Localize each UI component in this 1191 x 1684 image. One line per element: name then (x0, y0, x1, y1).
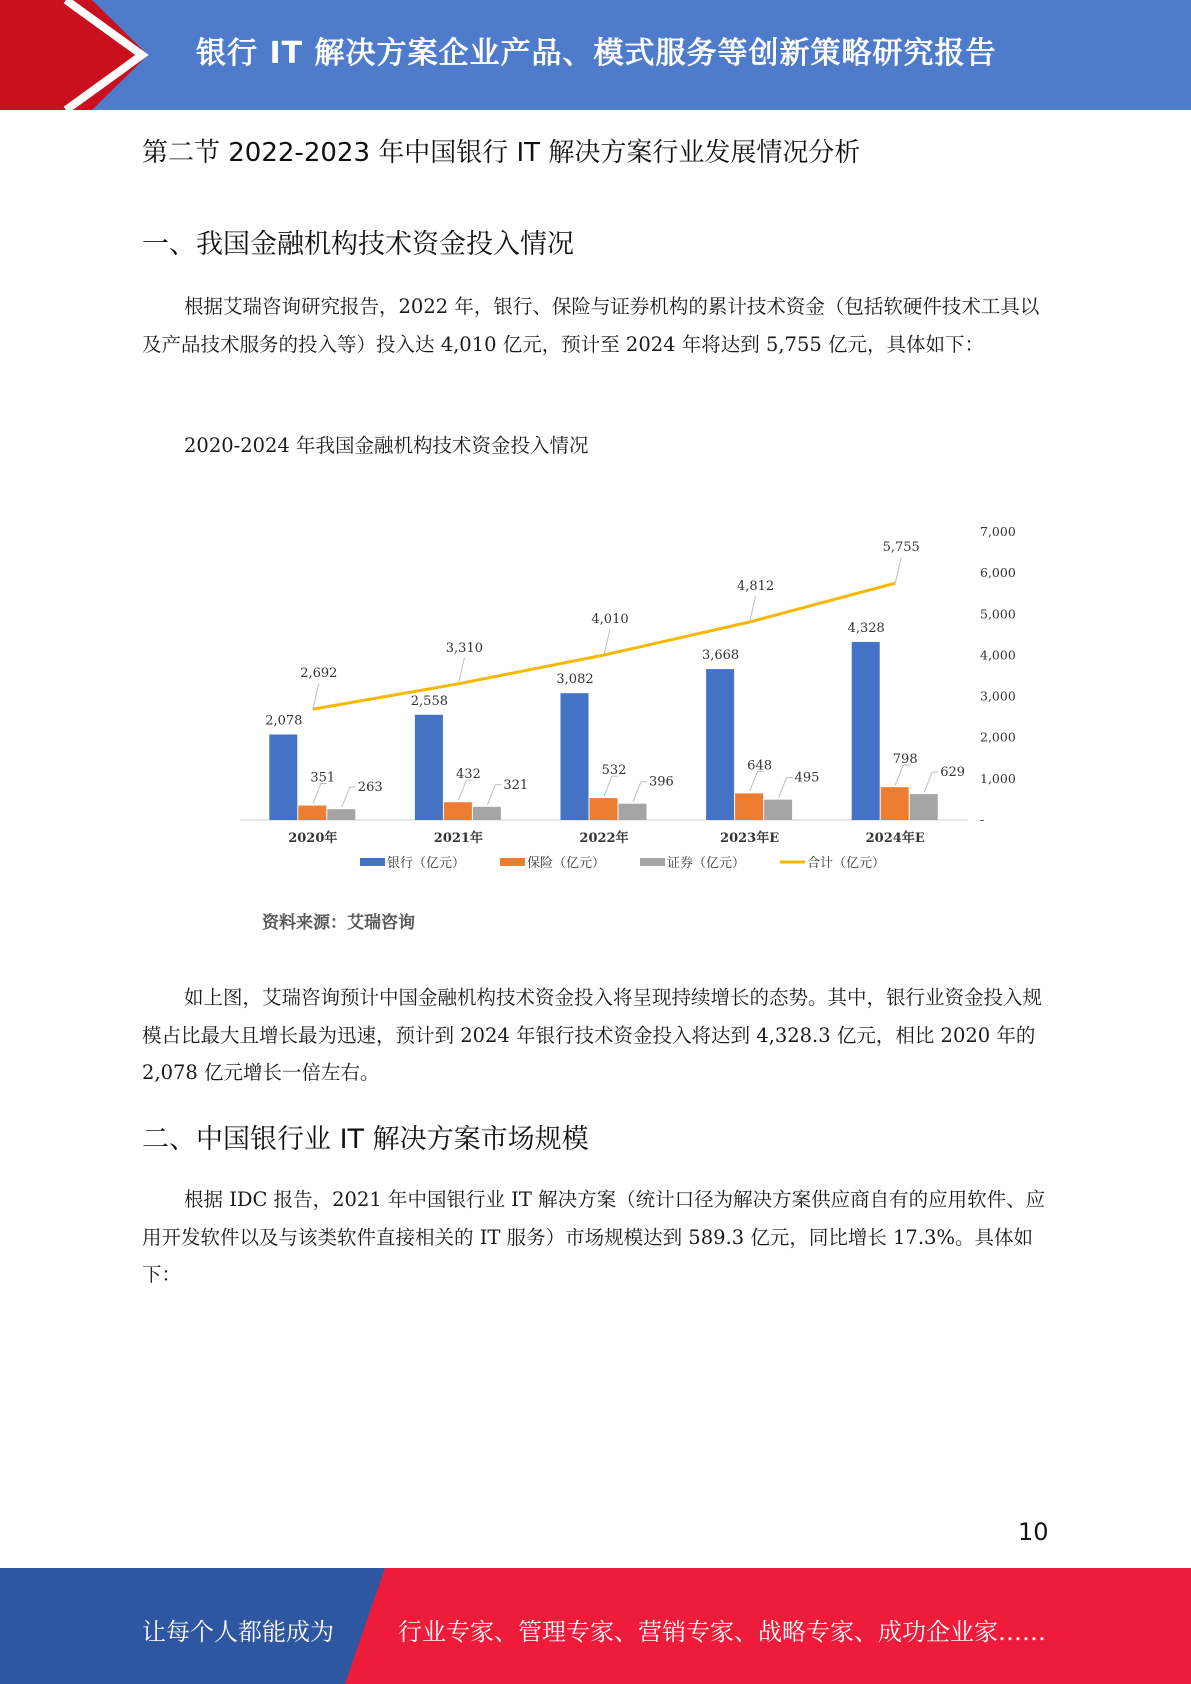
y-tick-label: 6,000 (980, 565, 1016, 581)
page-header (0, 0, 1191, 110)
bar-value-label: 3,082 (556, 672, 594, 688)
y-tick-label: 3,000 (980, 688, 1016, 704)
header-red-arrow (0, 0, 150, 110)
leader-line (924, 772, 938, 792)
y-tick-label: 7,000 (980, 524, 1016, 539)
bar-value-label: 263 (357, 780, 383, 796)
y-tick-label: 4,000 (980, 647, 1016, 663)
legend-label: 合计（亿元） (807, 856, 886, 871)
line-value-label: 5,755 (882, 540, 920, 556)
x-category-label: 2023年E (720, 831, 780, 846)
y-tick-label: 1,000 (980, 770, 1016, 786)
bar-insurance (444, 802, 472, 820)
legend-swatch (500, 858, 525, 866)
leader-line (750, 596, 756, 622)
total-line (313, 583, 895, 709)
footer-slogan-left: 让每个人都能成为 (142, 1618, 334, 1646)
section-title: 第二节 2022-2023 年中国银行 IT 解决方案行业发展情况分析 (142, 138, 861, 168)
bar-bank (706, 669, 734, 820)
bar-value-label: 4,328 (847, 620, 885, 636)
bar-insurance (298, 806, 326, 820)
y-tick-label: 5,000 (980, 606, 1016, 622)
bar-securities (764, 800, 792, 820)
bar-value-label: 396 (649, 774, 674, 790)
bar-value-label: 351 (310, 770, 336, 786)
page-footer (0, 1568, 1191, 1684)
leader-line (313, 683, 319, 709)
x-category-label: 2021年 (433, 831, 483, 846)
leader-line (604, 629, 610, 655)
bar-securities (910, 794, 938, 820)
header-title: 银行 IT 解决方案企业产品、模式服务等创新策略研究报告 (196, 36, 997, 71)
legend-swatch (640, 858, 665, 866)
part1-heading: 一、我国金融机构技术资金投入情况 (142, 229, 574, 260)
legend-swatch (360, 858, 385, 866)
bar-value-label: 798 (892, 752, 918, 768)
leader-line (604, 776, 618, 796)
bar-bank (561, 693, 589, 820)
chart-caption: 2020-2024 年我国金融机构技术资金投入情况 (184, 434, 589, 457)
part2-heading: 二、中国银行业 IT 解决方案市场规模 (142, 1124, 589, 1155)
x-category-label: 2020年 (288, 831, 338, 846)
bar-value-label: 2,078 (265, 713, 303, 729)
bar-value-label: 2,558 (410, 693, 449, 709)
line-value-label: 3,310 (445, 640, 484, 656)
leader-line (750, 771, 764, 791)
bar-securities (327, 809, 355, 820)
bar-value-label: 495 (794, 770, 820, 786)
leader-line (779, 778, 793, 798)
leader-line (313, 784, 327, 804)
part1-paragraph: 根据艾瑞咨询研究报告，2022 年，银行、保险与证券机构的累计技术资金（包括软硬件技术工具以及产品技术服务的投入等）投入达 4,010 亿元，预计至 2024 年将达到 5,755 亿元，具体如下： (142, 295, 1040, 356)
leader-line (895, 765, 909, 785)
leader-line (487, 785, 501, 805)
chart-source: 资料来源：艾瑞咨询 (262, 913, 415, 933)
y-tick-label: 2,000 (980, 729, 1016, 745)
leader-line (895, 557, 901, 583)
part2-paragraph: 根据 IDC 报告，2021 年中国银行业 IT 解决方案（统计口径为解决方案供应商自有的应用软件、应用开发软件以及与该类软件直接相关的 IT 服务）市场规模达到 589.3 亿元，同比增长 17.3%。具体如下： (142, 1188, 1046, 1286)
leader-line (342, 787, 356, 807)
bar-value-label: 3,668 (701, 648, 740, 664)
bar-bank (269, 735, 297, 820)
bar-value-label: 432 (455, 767, 481, 783)
x-category-label: 2022年 (579, 831, 629, 846)
bar-value-label: 648 (747, 758, 773, 774)
y-tick-label: - (980, 812, 985, 827)
bar-securities (473, 807, 501, 820)
part1-paragraph-2: 如上图，艾瑞咨询预计中国金融机构技术资金投入将呈现持续增长的态势。其中，银行业资金投入规模占比最大且增长最为迅速，预计到 2024 年银行技术资金投入将达到 4,328.3 亿元，相比 2020 年的 2,078 亿元增长一倍左右。 (142, 986, 1043, 1084)
bar-value-label: 629 (940, 765, 966, 781)
footer-slogan-right: 行业专家、管理专家、营销专家、战略专家、成功企业家…… (398, 1618, 1046, 1646)
bar-securities (619, 804, 647, 820)
bar-insurance (590, 798, 618, 820)
bar-insurance (735, 793, 763, 820)
legend-label: 保险（亿元） (527, 856, 606, 871)
bar-bank (852, 642, 880, 820)
line-value-label: 4,812 (736, 579, 775, 595)
leader-line (458, 780, 472, 800)
bar-bank (415, 715, 443, 820)
bar-insurance (881, 787, 909, 820)
legend-label: 银行（亿元） (387, 856, 466, 871)
legend-label: 证券（亿元） (667, 856, 746, 871)
line-value-label: 2,692 (300, 666, 338, 682)
leader-line (458, 658, 464, 684)
leader-line (633, 782, 647, 802)
bar-value-label: 321 (503, 777, 529, 793)
page-number: 10 (1018, 1518, 1049, 1546)
bar-value-label: 532 (601, 763, 627, 779)
x-category-label: 2024年E (865, 831, 925, 846)
line-value-label: 4,010 (591, 612, 629, 628)
